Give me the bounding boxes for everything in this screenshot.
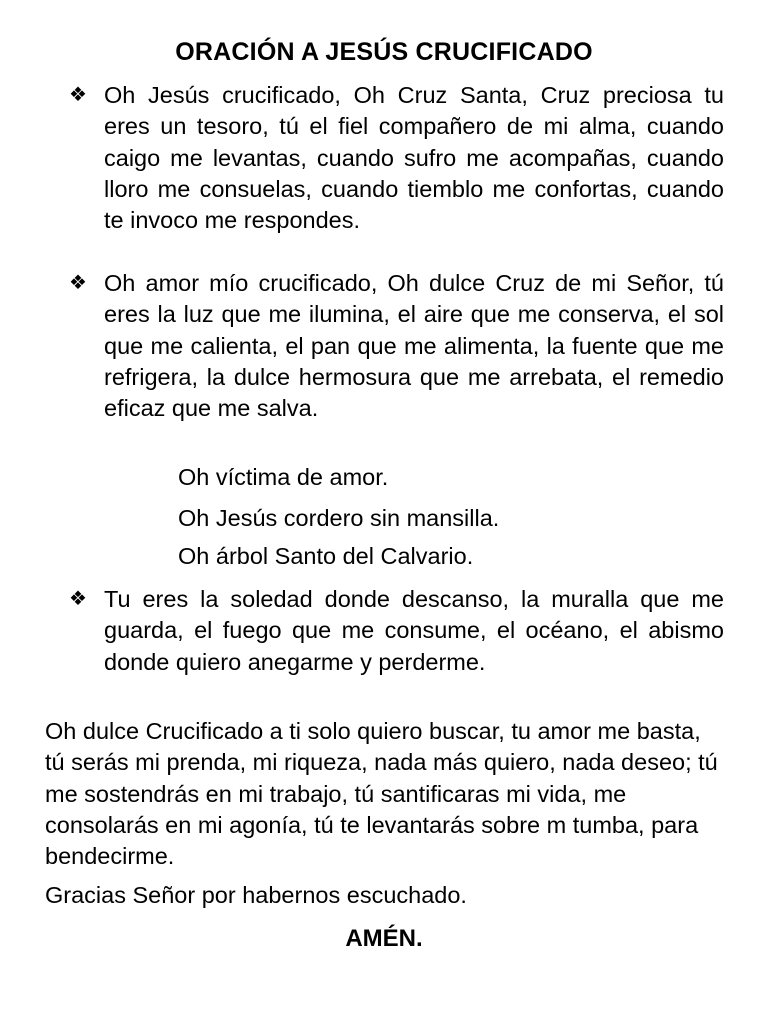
amen-heading: AMÉN. <box>345 925 423 952</box>
page-title: ORACIÓN A JESÚS CRUCIFICADO <box>175 38 593 66</box>
four-diamond-star-icon: ❖ <box>69 272 87 294</box>
invocation-line-2: Oh Jesús cordero sin mansilla. <box>178 505 500 531</box>
closing-paragraph: Oh dulce Crucificado a ti solo quiero buscar, tu amor me basta, tú serás mi prenda, mi riqueza, nada más quiero, nada deseo; tú me sostendrás en mi trabajo, tú santificaras mi vida, me consolarás en mi agonía, tú te levantarás sobre m tumba, para bendecirme. <box>45 718 718 870</box>
invocation-line-1: Oh víctima de amor. <box>178 464 389 490</box>
four-diamond-star-icon: ❖ <box>69 588 87 610</box>
thanks-line: Gracias Señor por habernos escuchado. <box>45 882 467 908</box>
four-diamond-star-icon: ❖ <box>69 84 87 106</box>
bullet-text-2: Oh amor mío crucificado, Oh dulce Cruz de mi Señor, tú eres la luz que me ilumina, el aire que me conserva, el sol que me calienta, el pan que me alimenta, la fuente que me refrigera, la dulce hermosura que me arrebata, el remedio eficaz que me salva. <box>104 270 724 422</box>
invocation-line-3: Oh árbol Santo del Calvario. <box>178 543 474 569</box>
bullet-text-1: Oh Jesús crucificado, Oh Cruz Santa, Cruz preciosa tu eres un tesoro, tú el fiel compañero de mi alma, cuando caigo me levantas, cuando sufro me acompañas, cuando lloro me consuelas, cuando tiemblo me confortas, cuando te invoco me respondes. <box>104 82 724 234</box>
bullet-text-3: Tu eres la soledad donde descanso, la muralla que me guarda, el fuego que me consume, el océano, el abismo donde quiero anegarme y perderme. <box>104 586 724 675</box>
